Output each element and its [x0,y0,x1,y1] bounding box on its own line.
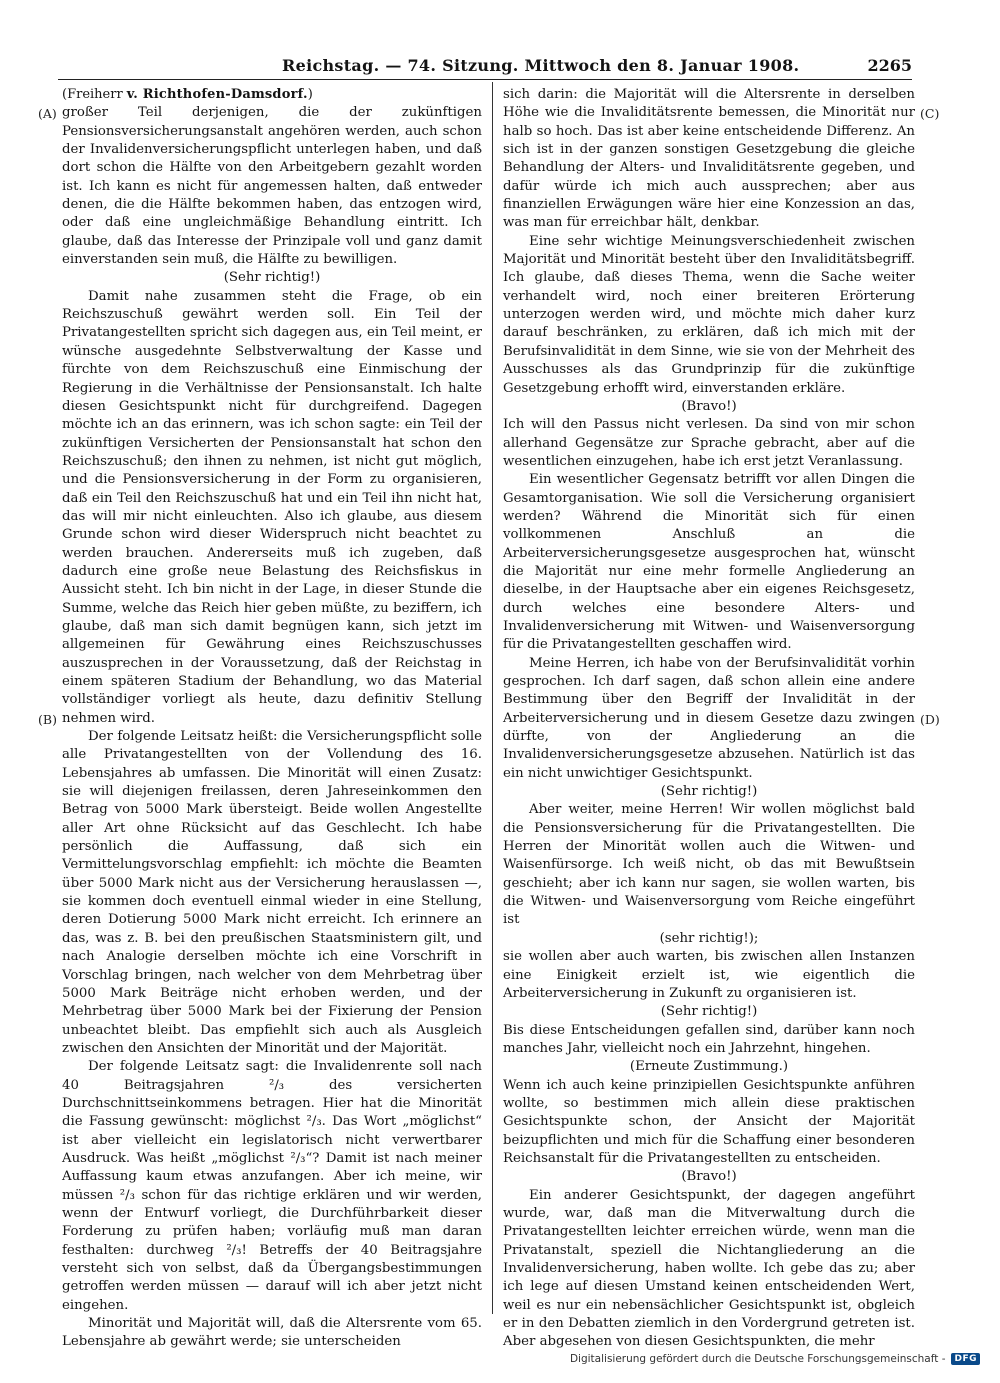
paragraph: Ein anderer Gesichtspunkt, der dagegen angeführt wurde, war, daß man die Mitverwaltung durch die Privatangestellten leichter erreichen würde, wenn man die Privatanstalt, speziell die Nichtangliederung an die Invalidenversicherung, haben wollte. Ich gebe das zu; aber ich lege auf diesen Umstand keinen entscheidenden Wert, weil es nur ein nebensächlicher Gesichtspunkt ist, obgleich er in den Debatten ziemlich in den Vordergrund getreten ist. Aber abgesehen von diesen Gesichtspunkten, die mehr [503,1187,915,1350]
paragraph: Meine Herren, ich habe von der Berufsinvalidität vorhin gesprochen. Ich darf sagen, daß schon allein eine andere Bestimmung über den Begriff der Invalidität in der Arbeiterversicherung und in diesem Gesetze dazu zwingen dürfte, von der Angliederung an die Invalidenversicherungsgesetze abzusehen. Natürlich ist das ein nicht unwichtiger Gesichtspunkt. [503,655,915,781]
left-column [62,86,482,1350]
margin-marker-b: (B) [38,712,57,727]
interjection: (Sehr richtig!) [660,1004,758,1020]
running-title: Reichstag. — 74. Sitzung. Mittwoch den 8. Januar 1908. [282,56,800,75]
interjection: (Sehr richtig!) [660,784,758,800]
right-column [503,86,915,1350]
header-rule [58,79,912,80]
speaker-line [62,86,482,104]
margin-marker-d: (D) [920,712,940,727]
left-column-body [62,104,482,1351]
right-column-body [503,86,915,1352]
speaker-open-paren: ( [62,87,68,102]
interjection: (Erneute Zustimmung.) [629,1059,789,1075]
paragraph: Ich will den Passus nicht verlesen. Da sind von mir schon allerhand Gegensätze zur Sprache gebracht, aber auf die wesentlichen einzugehen, habe ich erst jetzt Veranlassung. [503,417,915,469]
interjection: (sehr richtig!); [659,930,759,946]
margin-marker-a: (A) [38,106,57,121]
paragraph: Damit nahe zusammen steht die Frage, ob ein Reichszuschuß gewährt werden soll. Ein Teil der Privatangestellten spricht sich dagegen aus, ein Teil meint, er wünsche ausgedehnte Selbstverwaltung der Kasse und fürchte von dem Reichszuschuß eine Einmischung der Regierung in die Verhältnisse der Pensionsanstalt. Ich halte diesen Gesichtspunkt nicht für durchgreifend. Dagegen möchte ich an das erinnern, was ich schon sagte: ein Teil der zukünftigen Versicherten der Pensionsanstalt hat schon den Reichszuschuß; den ihnen zu nehmen, ist nicht gut möglich, und die Pensionsversicherung in der Form zu organisieren, daß ein Teil den Reichszuschuß hat und ein Teil ihn nicht hat, das will mir nicht einleuchten. Also ich glaube, aus diesem Grunde schon wird dieser Widerspruch nicht beachtet zu werden brauchen. Andererseits muß ich zugeben, daß dadurch eine große neue Belastung des Reichsfiskus in Aussicht steht. Ich bin nicht in der Lage, in dieser Stunde die Summe, welche das Reich hier geben müßte, zu beziffern, ich glaube, daß man sich damit begnügen kann, sich jetzt im allgemeinen für Gewährung eines Reichszuschusses auszusprechen in der Voraussetzung, daß der Reichstag in einem späteren Stadium der Behandlung, wo das Material vollständiger vorliegt als heute, dazu definitiv Stellung nehmen wird. [62,288,482,726]
paragraph: Wenn ich auch keine prinzipiellen Gesichtspunkte anführen wollte, so bestimmen mich allein diese praktischen Gesichtspunkte schon, der Ansicht der Majorität beizupflichten und mich für die Schaffung einer besonderen Reichsanstalt für die Privatangestellten zu entscheiden. [503,1077,915,1166]
paragraph: Minorität und Majorität will, daß die Altersrente vom 65. Lebensjahre ab gewährt werde; sie unterscheiden [62,1316,482,1350]
speaker-name: v. Richthofen-Damsdorf. [126,87,308,102]
paragraph: Ein wesentlicher Gegensatz betrifft vor allen Dingen die Gesamtorganisation. Wie soll die Versicherung organisiert werden? Während die Minorität sich für einen vollkommenen Anschluß an die Arbeiterversicherungsgesetze ausgesprochen hat, wünscht die Majorität nur eine mehr formelle Angliederung an dieselbe, in der Hauptsache aber ein eigenes Reichsgesetz, durch welches eine besondere Alters- und Invalidenversicherung mit Witwen- und Waisenversorgung für die Privatangestellten geschaffen wird. [503,472,915,653]
paragraph: sich darin: die Majorität will die Altersrente in derselben Höhe wie die Invaliditätsrente bemessen, die Minorität nur halb so hoch. Das ist aber keine entscheidende Differenz. An sich ist in der ganzen sonstigen Gesetzgebung die gleiche Behandlung der Alters- und Invaliditätsrente gegeben, und dafür würde ich mich auch aussprechen; aber aus finanziellen Erwägungen wäre hier eine Konzession an das, was man für erreichbar hält, denkbar. [503,87,915,231]
margin-marker-c: (C) [920,106,940,121]
paragraph: Der folgende Leitsatz heißt: die Versicherungspflicht solle alle Privatangestellten von der Vollendung des 16. Lebensjahres ab umfassen. Die Minorität will einen Zusatz: sie will diejenigen freilassen, deren Jahreseinkommen den Betrag von 5000 Mark übersteigt. Beide wollen Angestellte aller Art ohne Rücksicht auf das Geschlecht. Ich habe persönlich die Auffassung, daß sich ein Vermittelungsvorschlag empfiehlt: ich möchte die Beamten über 5000 Mark nicht aus der Versicherung herauslassen —, sie kommen doch eventuell einmal wieder in eine Stellung, deren Dotierung 5000 Mark nicht erreicht. Ich erinnere an das, was z. B. bei den preußischen Staatsministern gilt, und nach Analogie derselben möchte ich eine Vorschrift in Vorschlag bringen, nach welcher von dem Mehrbetrag über 5000 Mark Beiträge nicht erhoben werden, und der Mehrbetrag über 5000 Mark bei der Fixierung der Pension unbeachtet bleibt. Das empfiehlt sich auch als Ausgleich zwischen den Ansichten der Minorität und der Majorität. [62,729,482,1056]
speaker-close-paren: ) [307,87,313,102]
paragraph: Aber weiter, meine Herren! Wir wollen möglichst bald die Pensionsversicherung für die Privatangestellten. Die Herren der Minorität wollen auch die Witwen- und Waisenfürsorge. Ich weiß nicht, ob das mit Bewußtsein geschieht; aber ich kann nur sagen, sie wollen warten, bis die Witwen- und Waisenversorgung vom Reiche eingeführt ist [503,802,915,928]
column-divider [492,82,493,1314]
speaker-prefix: Freiherr [67,87,127,102]
paragraph: großer Teil derjenigen, die der zukünftigen Pensionsversicherungsanstalt angehören werden, auch schon der Invalidenversicherungspflicht unterlegen haben, und daß dort schon die Hälfte von den Arbeitgebern gezahlt worden ist. Ich kann es nicht für angemessen halten, daß entweder denen, die die Hälfte bekommen haben, das entzogen wird, oder daß eine ungleichmäßige Behandlung eintritt. Ich glaube, daß das Interesse der Prinzipale voll und ganz damit einverstanden sein muß, die Hälfte zu bewilligen. [62,105,482,268]
paragraph: Bis diese Entscheidungen gefallen sind, darüber kann noch manches Jahr, vielleicht noch ein Jahrzehnt, hingehen. [503,1022,915,1056]
interjection: (Sehr richtig!) [223,270,321,286]
footer [570,1351,980,1367]
page-number: 2265 [867,56,912,75]
interjection: (Bravo!) [681,1169,737,1185]
footer-credit: Digitalisierung gefördert durch die Deutsche Forschungsgemeinschaft - [569,1353,946,1365]
paragraph: Der folgende Leitsatz sagt: die Invalidenrente soll nach 40 Beitragsjahren ²/₃ des versicherten Durchschnittseinkommens betragen. Hier hat die Minorität die Fassung gewünscht: möglichst ²/₃. Das Wort „möglichst“ ist aber vielleicht ein legislatorisch nicht verwertbarer Ausdruck. Was heißt „möglichst ²/₃“? Damit ist nach meiner Auffassung kaum etwas anzufangen. Aber ich meine, wir müssen ²/₃ schon für das richtige erklären und wir werden, wenn der Entwurf vorliegt, die Durchführbarkeit dieser Forderung zu prüfen haben; vorläufig muß man daran festhalten: durchweg ²/₃! Betreffs der 40 Beitragsjahre versteht sich von selbst, daß da Übergangsbestimmungen getroffen werden müssen — darauf will ich aber jetzt nicht eingehen. [62,1059,482,1313]
page-header [30,56,912,80]
dfg-logo-icon: DFG [951,1353,980,1365]
paragraph: Eine sehr wichtige Meinungsverschiedenheit zwischen Majorität und Minorität besteht über den Invaliditätsbegriff. Ich glaube, daß dieses Thema, wenn die Sache weiter verhandelt wird, noch einer breiteren Erörterung unterzogen werden wird, und möchte mich daher kurz darauf beschränken, zu erklären, daß ich mich mit der Berufsinvalidität in dem Sinne, wie sie von der Mehrheit des Ausschusses als das Grundprinzip für die zukünftige Gesetzgebung erhofft wird, einverstanden erkläre. [503,233,915,396]
interjection: (Bravo!) [681,398,737,414]
paragraph: sie wollen aber auch warten, bis zwischen allen Instanzen eine Einigkeit erzielt ist, wie eigentlich die Arbeiterversicherung in Zukunft zu organisieren ist. [503,949,915,1001]
